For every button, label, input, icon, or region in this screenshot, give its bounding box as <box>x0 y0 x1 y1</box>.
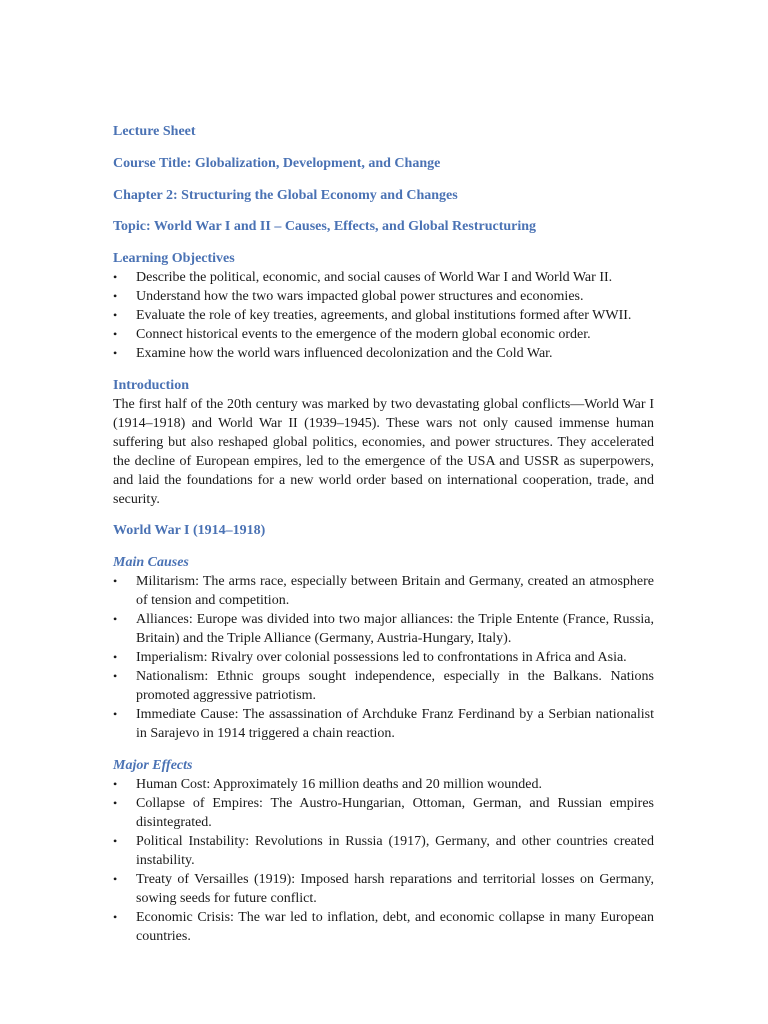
learning-objectives-list <box>113 268 654 363</box>
list-item: • Connect historical events to the emergence of the modern global economic order. <box>113 327 591 342</box>
bullet-icon: • <box>113 796 118 810</box>
list-item: • Understand how the two wars impacted global power structures and economies. <box>113 289 584 304</box>
list-item: • Alliances: Europe was divided into two major alliances: the Triple Entente (France, Russia, Britain) and the Triple Alliance (Germany, Austria-Hungary, Italy). <box>113 612 654 646</box>
bullet-icon: • <box>113 669 118 683</box>
bullet-icon: • <box>113 574 118 588</box>
bullet-icon: • <box>113 289 118 303</box>
introduction-heading: Introduction <box>113 378 189 393</box>
ww1-heading: World War I (1914–1918) <box>113 523 266 538</box>
list-item: • Examine how the world wars influenced decolonization and the Cold War. <box>113 346 553 361</box>
list-item: • Describe the political, economic, and social causes of World War I and World War II. <box>113 270 613 285</box>
list-item: • Evaluate the role of key treaties, agreements, and global institutions formed after WWII. <box>113 308 632 323</box>
chapter-title: Chapter 2: Structuring the Global Economy and Changes <box>113 188 458 203</box>
list-item: • Economic Crisis: The war led to inflation, debt, and economic collapse in many European countries. <box>113 910 654 944</box>
bullet-icon: • <box>113 707 118 721</box>
learning-objectives-heading: Learning Objectives <box>113 251 235 266</box>
bullet-icon: • <box>113 872 118 886</box>
bullet-icon: • <box>113 834 118 848</box>
topic-title: Topic: World War I and II – Causes, Effects, and Global Restructuring <box>113 219 537 234</box>
bullet-icon: • <box>113 270 118 284</box>
list-item: • Treaty of Versailles (1919): Imposed harsh reparations and territorial losses on Germany, sowing seeds for future conflict. <box>113 872 654 906</box>
bullet-icon: • <box>113 346 118 360</box>
course-title: Course Title: Globalization, Development, and Change <box>113 156 441 171</box>
list-item: • Militarism: The arms race, especially between Britain and Germany, created an atmosphere of tension and competition. <box>113 574 654 608</box>
bullet-icon: • <box>113 308 118 322</box>
lecture-content <box>113 122 654 946</box>
main-causes-list <box>113 572 654 743</box>
major-effects-heading: Major Effects <box>113 758 193 773</box>
list-item: • Collapse of Empires: The Austro-Hungarian, Ottoman, German, and Russian empires disintegrated. <box>113 796 654 830</box>
list-item: • Imperialism: Rivalry over colonial possessions led to confrontations in Africa and Asia. <box>113 650 627 665</box>
list-item: • Nationalism: Ethnic groups sought independence, especially in the Balkans. Nations promoted aggressive patriotism. <box>113 669 654 703</box>
main-causes-heading: Main Causes <box>113 555 189 570</box>
bullet-icon: • <box>113 777 118 791</box>
bullet-icon: • <box>113 612 118 626</box>
list-item: • Immediate Cause: The assassination of Archduke Franz Ferdinand by a Serbian nationalist in Sarajevo in 1914 triggered a chain reaction. <box>113 707 654 741</box>
lecture-sheet-label: Lecture Sheet <box>113 124 196 139</box>
bullet-icon: • <box>113 650 118 664</box>
list-item: • Political Instability: Revolutions in Russia (1917), Germany, and other countries created instability. <box>113 834 654 868</box>
introduction-paragraph: The first half of the 20th century was marked by two devastating global conflicts—World War I (1914–1918) and World War II (1939–1945). These wars not only caused immense human suffering but also reshaped global politics, economies, and power structures. They accelerated the decline of European empires, led to the emergence of the USA and USSR as superpowers, and laid the foundations for a new world order based on international cooperation, trade, and security. <box>113 397 654 507</box>
bullet-icon: • <box>113 910 118 924</box>
bullet-icon: • <box>113 327 118 341</box>
major-effects-list <box>113 775 654 946</box>
list-item: • Human Cost: Approximately 16 million deaths and 20 million wounded. <box>113 777 542 792</box>
